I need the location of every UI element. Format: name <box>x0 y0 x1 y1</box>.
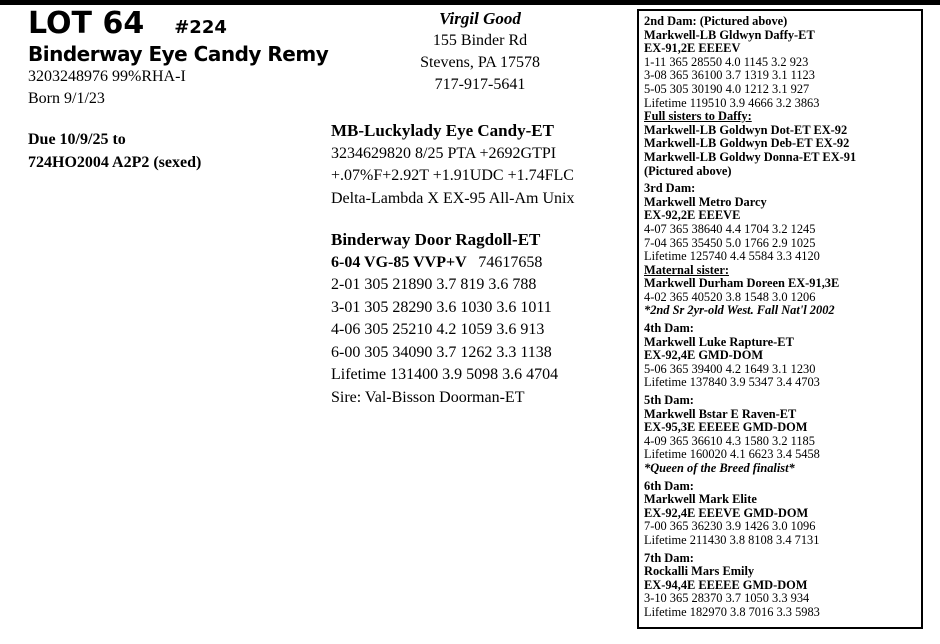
dam-lifetime: Lifetime 131400 3.9 5098 3.6 4704 <box>331 366 559 383</box>
second-dam-class: EX-91,2E EEEEV <box>644 41 741 56</box>
seventh-dam-lifetime: Lifetime 182970 3.8 7016 3.3 5983 <box>644 604 820 619</box>
fifth-dam-class: EX-95,3E EEEEE GMD-DOM <box>644 420 808 435</box>
consignor-name: Virgil Good <box>439 9 521 28</box>
service-sire: 724HO2004 A2P2 (sexed) <box>28 154 202 171</box>
dam-registration: 74617658 <box>478 253 543 271</box>
born-date: Born 9/1/23 <box>28 90 105 107</box>
full-sister: Markwell-LB Goldwyn Dot-ET EX-92 <box>644 122 848 137</box>
fifth-dam-heading: 5th Dam: <box>644 393 694 408</box>
second-dam-record: 1-11 365 28550 4.0 1145 3.2 923 <box>644 54 809 69</box>
dam-record: 3-01 305 28290 3.6 1030 3.6 1011 <box>331 298 552 316</box>
sixth-dam-record: 7-00 365 36230 3.9 1426 3.0 1096 <box>644 519 816 534</box>
fourth-dam-heading: 4th Dam: <box>644 321 694 336</box>
sixth-dam-heading: 6th Dam: <box>644 478 694 493</box>
maternal-sister-record: 4-02 365 40520 3.8 1548 3.0 1206 <box>644 289 816 304</box>
full-sister: Markwell-LB Goldwyn Deb-ET EX-92 <box>644 136 850 151</box>
animal-name: Binderway Eye Candy Remy <box>28 42 329 66</box>
lot-number: LOT 64 <box>28 6 145 41</box>
sale-number: #224 <box>174 17 227 38</box>
sire-pta-line: +.07%F+2.92T +1.91UDC +1.74FLC <box>331 167 574 184</box>
sixth-dam-lifetime: Lifetime 211430 3.8 8108 3.4 7131 <box>644 532 820 547</box>
dam-record: 4-06 305 25210 4.2 1059 3.6 913 <box>331 321 545 338</box>
second-dam-lifetime: Lifetime 119510 3.9 4666 3.2 3863 <box>644 95 820 110</box>
lot-header <box>28 6 227 41</box>
third-dam-lifetime: Lifetime 125740 4.4 5584 3.3 4120 <box>644 249 820 264</box>
seventh-dam-heading: 7th Dam: <box>644 550 694 565</box>
sixth-dam-class: EX-92,4E EEEVE GMD-DOM <box>644 505 809 520</box>
fourth-dam-record: 5-06 365 39400 4.2 1649 3.1 1230 <box>644 361 816 376</box>
fifth-dam-note: *Queen of the Breed finalist* <box>644 461 795 475</box>
consignor-city: Stevens, PA 17578 <box>420 54 540 71</box>
pedigree-box <box>637 9 923 629</box>
dam-classification: 6-04 VG-85 VVP+V <box>331 253 467 271</box>
third-dam-name: Markwell Metro Darcy <box>644 194 767 209</box>
sire-pedigree: Delta-Lambda X EX-95 All-Am Unix <box>331 189 575 207</box>
full-sisters-note: (Pictured above) <box>644 163 732 178</box>
consignor-block <box>385 8 575 96</box>
second-dam-record: 5-05 305 30190 4.0 1212 3.1 927 <box>644 81 810 96</box>
dam-block <box>331 229 558 409</box>
dam-name: Binderway Door Ragdoll-ET <box>331 230 541 249</box>
fourth-dam-class: EX-92,4E GMD-DOM <box>644 348 764 363</box>
top-border-bar <box>0 0 940 5</box>
third-dam-class: EX-92,2E EEEVE <box>644 208 741 223</box>
dam-record: 6-00 305 34090 3.7 1262 3.3 1138 <box>331 343 552 361</box>
third-dam-heading: 3rd Dam: <box>644 181 696 196</box>
fifth-dam-record: 4-09 365 36610 4.3 1580 3.2 1185 <box>644 433 815 448</box>
fifth-dam-lifetime: Lifetime 160020 4.1 6623 3.4 5458 <box>644 447 820 462</box>
third-dam-record: 4-07 365 38640 4.4 1704 3.2 1245 <box>644 221 816 236</box>
registration-line: 3203248976 99%RHA-I <box>28 68 186 85</box>
dam-sire: Sire: Val-Bisson Doorman-ET <box>331 388 525 406</box>
sire-name: MB-Luckylady Eye Candy-ET <box>331 121 554 140</box>
third-dam-record: 7-04 365 35450 5.0 1766 2.9 1025 <box>644 235 816 250</box>
second-dam-name: Markwell-LB Gldwyn Daffy-ET <box>644 27 815 42</box>
sire-reg-line: 3234629820 8/25 PTA +2692GTPI <box>331 144 557 162</box>
dam-classification-row <box>331 252 558 275</box>
due-date: Due 10/9/25 to <box>28 131 126 148</box>
dam-record: 2-01 305 21890 3.7 819 3.6 788 <box>331 276 537 293</box>
seventh-dam-name: Rockalli Mars Emily <box>644 564 755 579</box>
fourth-dam-name: Markwell Luke Rapture-ET <box>644 334 794 349</box>
seventh-dam-record: 3-10 365 28370 3.7 1050 3.3 934 <box>644 591 810 606</box>
consignor-street: 155 Binder Rd <box>432 32 528 49</box>
second-dam-record: 3-08 365 36100 3.7 1319 3.1 1123 <box>644 68 815 83</box>
fourth-dam-lifetime: Lifetime 137840 3.9 5347 3.4 4703 <box>644 375 820 390</box>
sire-block <box>331 120 575 210</box>
maternal-sister-heading: Maternal sister: <box>644 262 729 277</box>
maternal-sister-name: Markwell Durham Doreen EX-91,3E <box>644 276 840 291</box>
sixth-dam-name: Markwell Mark Elite <box>644 492 757 507</box>
maternal-sister-note: *2nd Sr 2yr-old West. Fall Nat'l 2002 <box>644 303 835 318</box>
full-sisters-heading: Full sisters to Daffy: <box>644 109 752 124</box>
seventh-dam-class: EX-94,4E EEEEE GMD-DOM <box>644 577 808 592</box>
second-dam-heading: 2nd Dam: (Pictured above) <box>644 14 788 28</box>
fifth-dam-name: Markwell Bstar E Raven-ET <box>644 406 797 421</box>
full-sister: Markwell-LB Goldwy Donna-ET EX-91 <box>644 149 857 164</box>
consignor-phone: 717-917-5641 <box>434 76 526 93</box>
